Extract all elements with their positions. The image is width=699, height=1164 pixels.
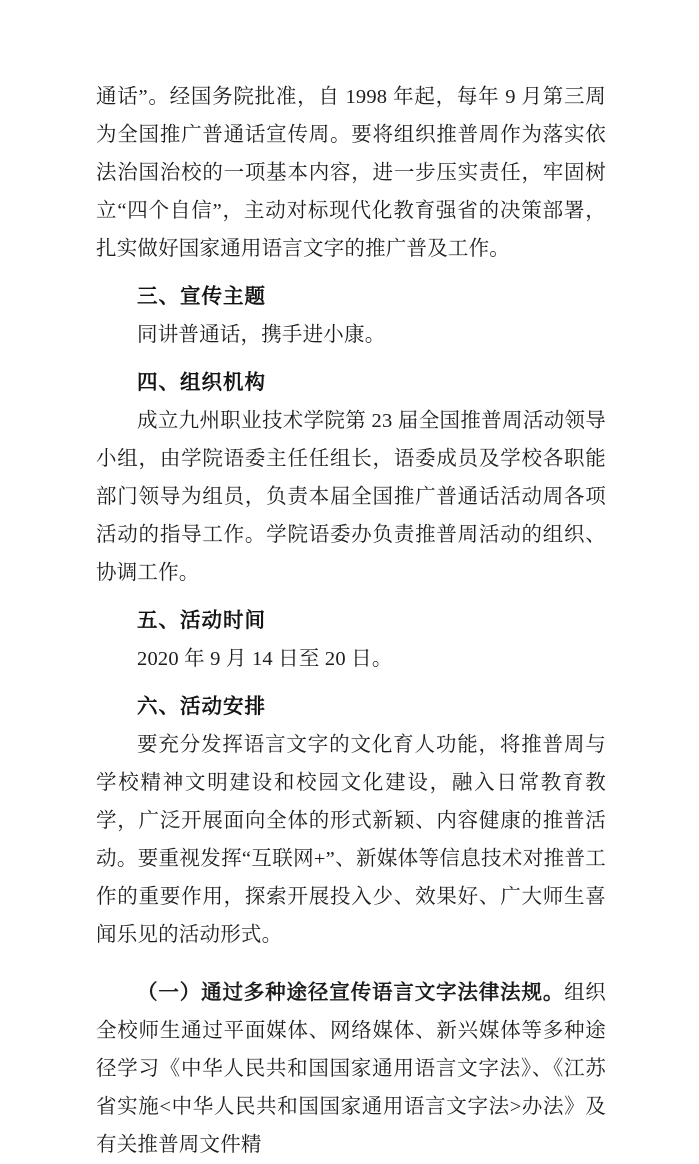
paragraph-time: 2020 年 9 月 14 日至 20 日。 (137, 648, 393, 670)
spacer (96, 592, 606, 602)
paragraph-theme: 同讲普通话，携手进小康。 (137, 324, 386, 346)
paragraph-continued: 通话”。经国务院批准，自 1998 年起，每年 9 月第三周为全国推广普通话宣传周。要将组织推普周作为落实依法治国治校的一项基本内容，进一步压实责任，牢固树立“四个自信”，主动对标现代化教育强省的决策部署，扎实做好国家通用语言文字的推广普及工作。 (96, 86, 606, 260)
section-heading-six: 六、活动安排 (137, 695, 266, 718)
document-body (96, 78, 606, 1164)
spacer (96, 354, 606, 364)
section-heading-four: 四、组织机构 (137, 371, 266, 394)
item-one-lead: （一）通过多种途径宣传语言文字法律法规。 (137, 981, 565, 1004)
section-heading-five: 五、活动时间 (137, 609, 266, 632)
paragraph-arrangement: 要充分发挥语言文字的文化育人功能，将推普周与学校精神文明建设和校园文化建设，融入日常教育教学，广泛开展面向全体的形式新颖、内容健康的推普活动。要重视发挥“互联网+”、新媒体等信息技术对推普工作的重要作用，探索开展投入少、效果好、广大师生喜闻乐见的活动形式。 (96, 734, 606, 946)
paragraph-item-one (96, 974, 606, 1164)
spacer (96, 678, 606, 688)
spacer (96, 268, 606, 278)
spacer (96, 954, 606, 974)
paragraph-organization: 成立九州职业技术学院第 23 届全国推普周活动领导小组，由学院语委主任任组长，语委成员及学校各职能部门领导为组员，负责本届全国推广普通话活动周各项活动的指导工作。学院语委办负责推普周活动的组织、协调工作。 (96, 410, 606, 584)
item-one-body: 组织全校师生通过平面媒体、网络媒体、新兴媒体等多种途径学习《中华人民共和国国家通用语言文字法》、《江苏省实施<中华人民共和国国家通用语言文字法>办法》及有关推普周文件精 (96, 982, 606, 1156)
section-heading-three: 三、宣传主题 (137, 285, 266, 308)
